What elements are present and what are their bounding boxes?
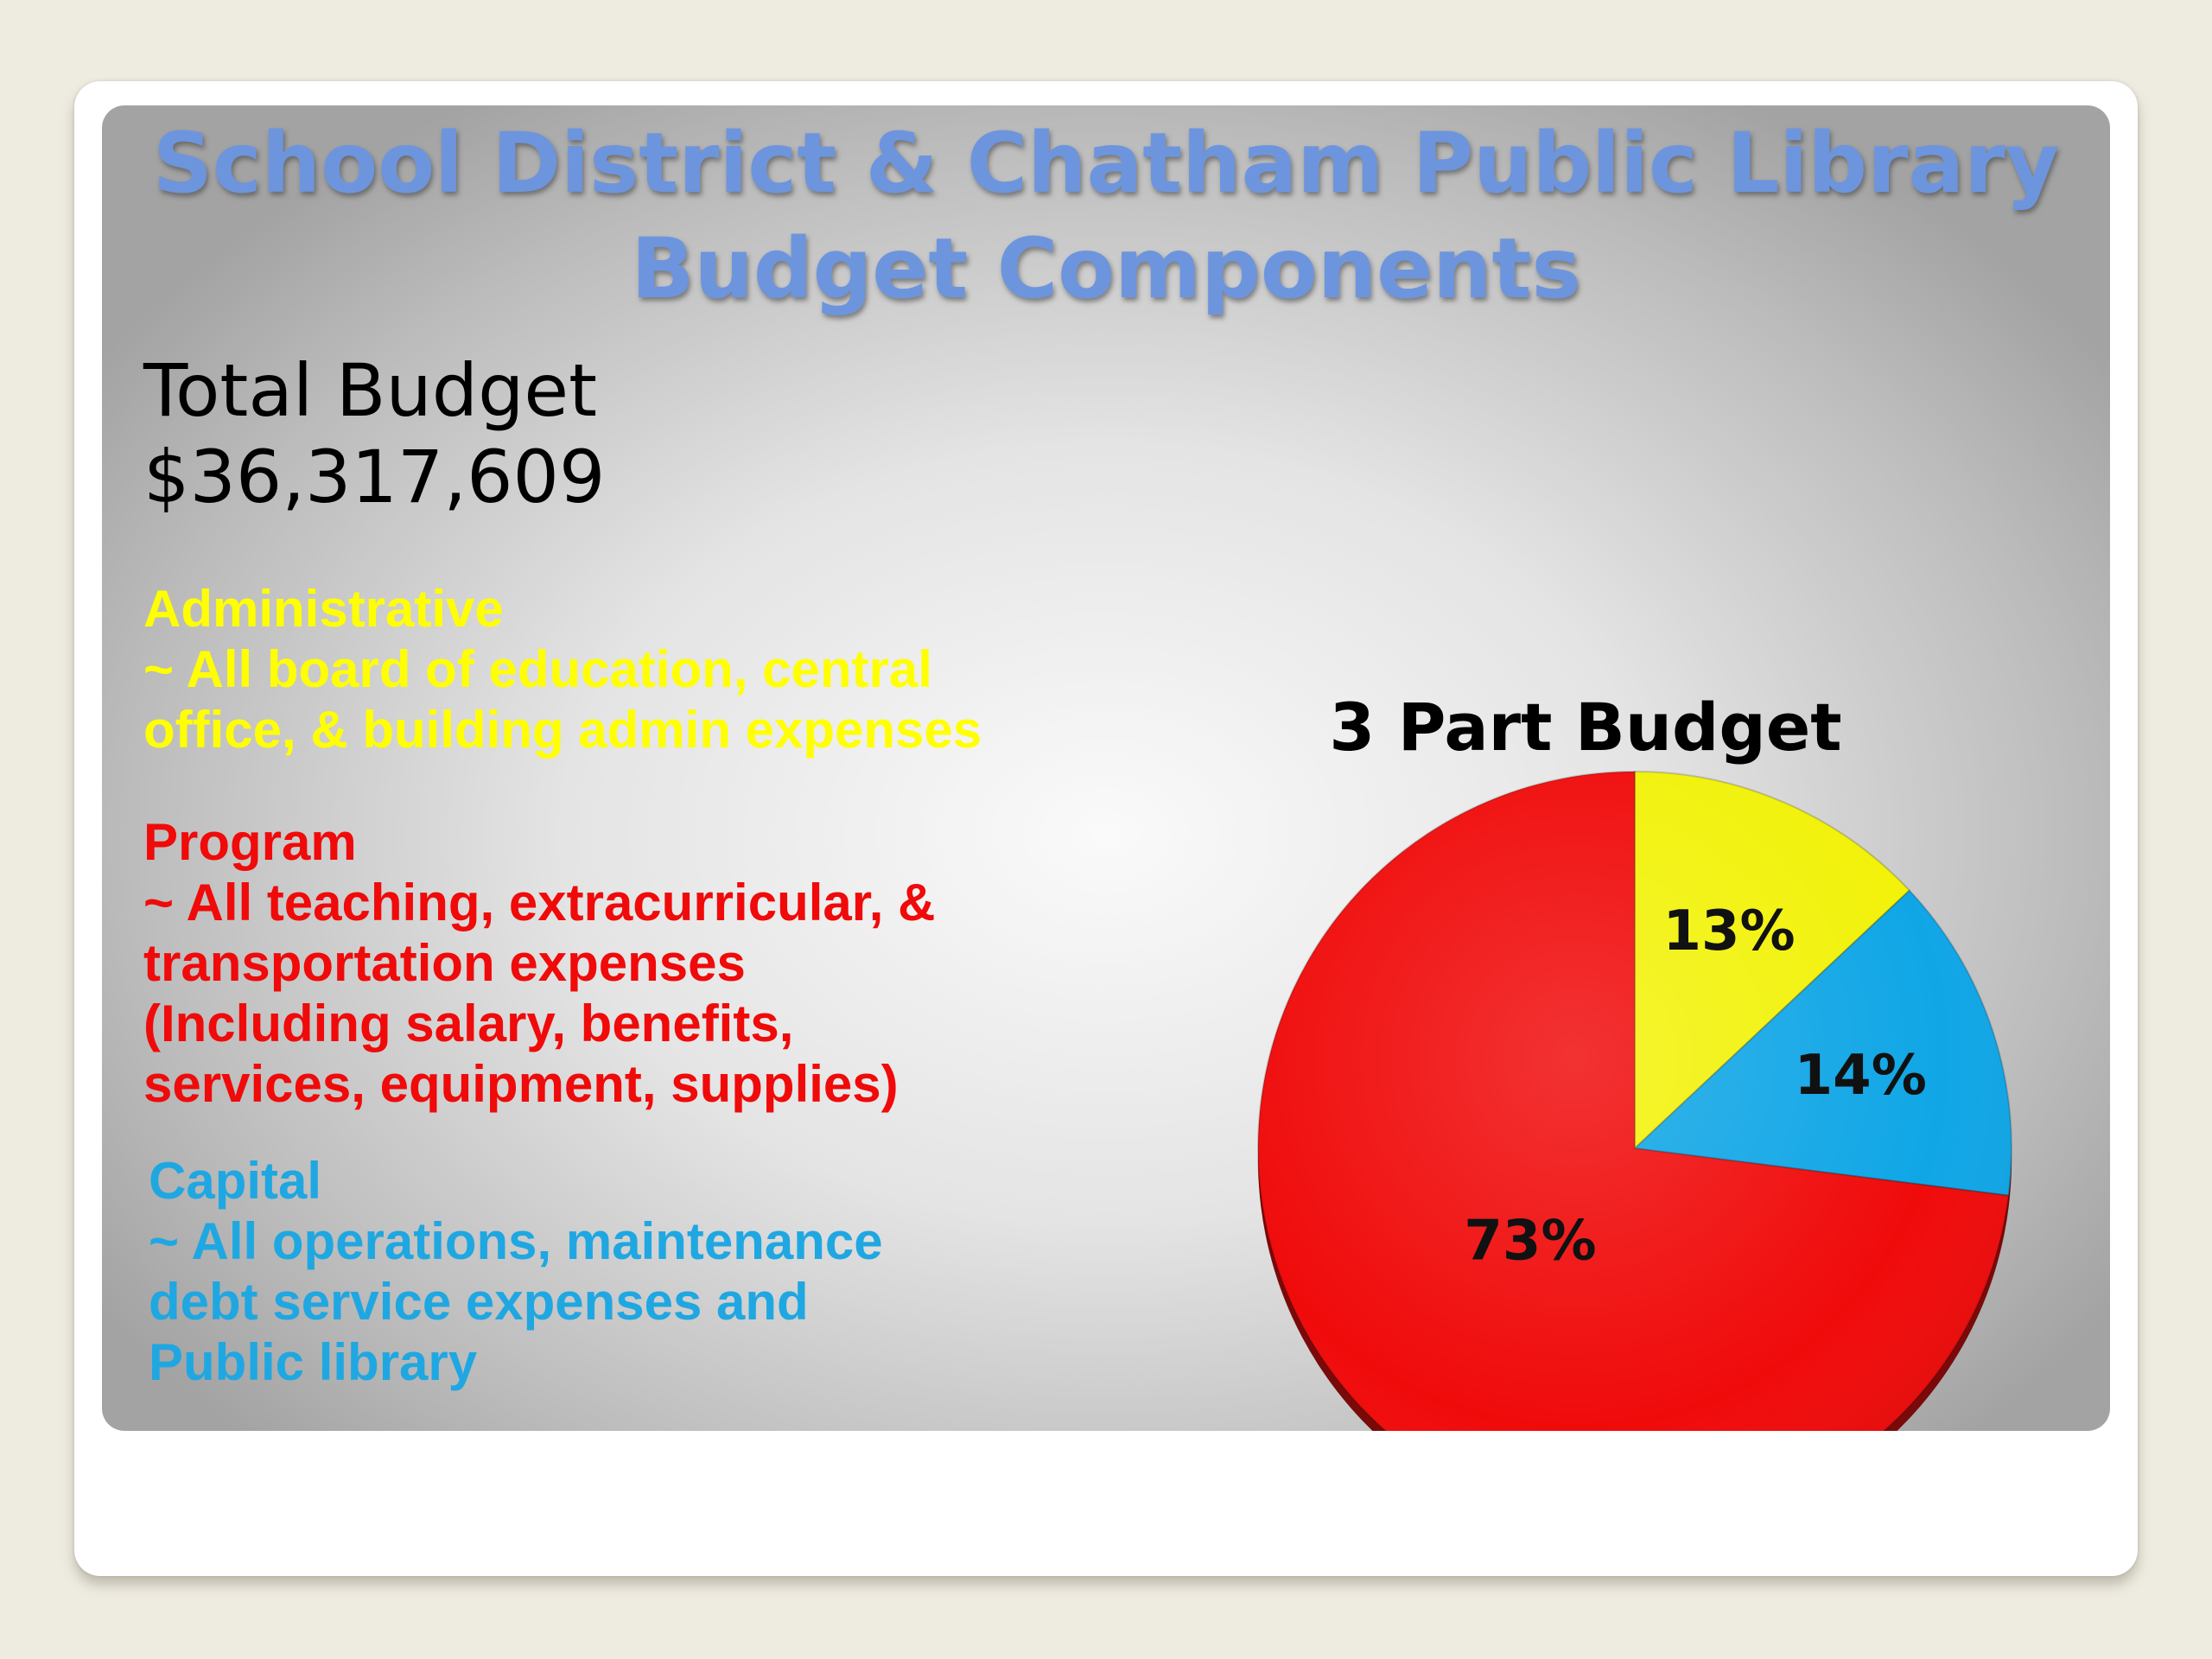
slide-title-line-1: School District & Chatham Public Library <box>152 115 2060 212</box>
chart-title: 3 Part Budget <box>1329 689 1842 766</box>
legend-capital-text: ~ All operations, maintenance <box>149 1212 883 1270</box>
legend-administrative <box>143 579 982 760</box>
legend-program-text: (Including salary, benefits, <box>143 995 794 1052</box>
pie-label-administrative: 13% <box>1662 899 1796 963</box>
legend-capital-text: debt service expenses and <box>149 1273 809 1331</box>
legend-program <box>143 812 935 1115</box>
pie-label-program: 73% <box>1464 1209 1597 1274</box>
total-budget <box>143 347 605 520</box>
slide-title <box>102 111 2110 321</box>
legend-capital-text: Public library <box>149 1333 478 1391</box>
pie-chart <box>1139 572 2110 1431</box>
legend-administrative-text: office, & building admin expenses <box>143 701 982 759</box>
total-budget-value: $36,317,609 <box>143 435 606 519</box>
legend-program-heading: Program <box>143 813 357 871</box>
slide <box>102 105 2110 1431</box>
total-budget-label: Total Budget <box>143 348 597 433</box>
pie-label-capital: 14% <box>1794 1044 1927 1109</box>
legend-program-text: ~ All teaching, extracurricular, & <box>143 874 936 931</box>
legend-program-text: transportation expenses <box>143 934 746 992</box>
legend-capital <box>149 1151 883 1393</box>
legend-administrative-heading: Administrative <box>143 580 504 638</box>
legend-capital-heading: Capital <box>149 1152 322 1210</box>
legend-program-text: services, equipment, supplies) <box>143 1055 899 1113</box>
slide-title-line-2: Budget Components <box>631 220 1581 317</box>
pie-slices <box>1258 772 2012 1431</box>
legend-administrative-text: ~ All board of education, central <box>143 640 932 698</box>
